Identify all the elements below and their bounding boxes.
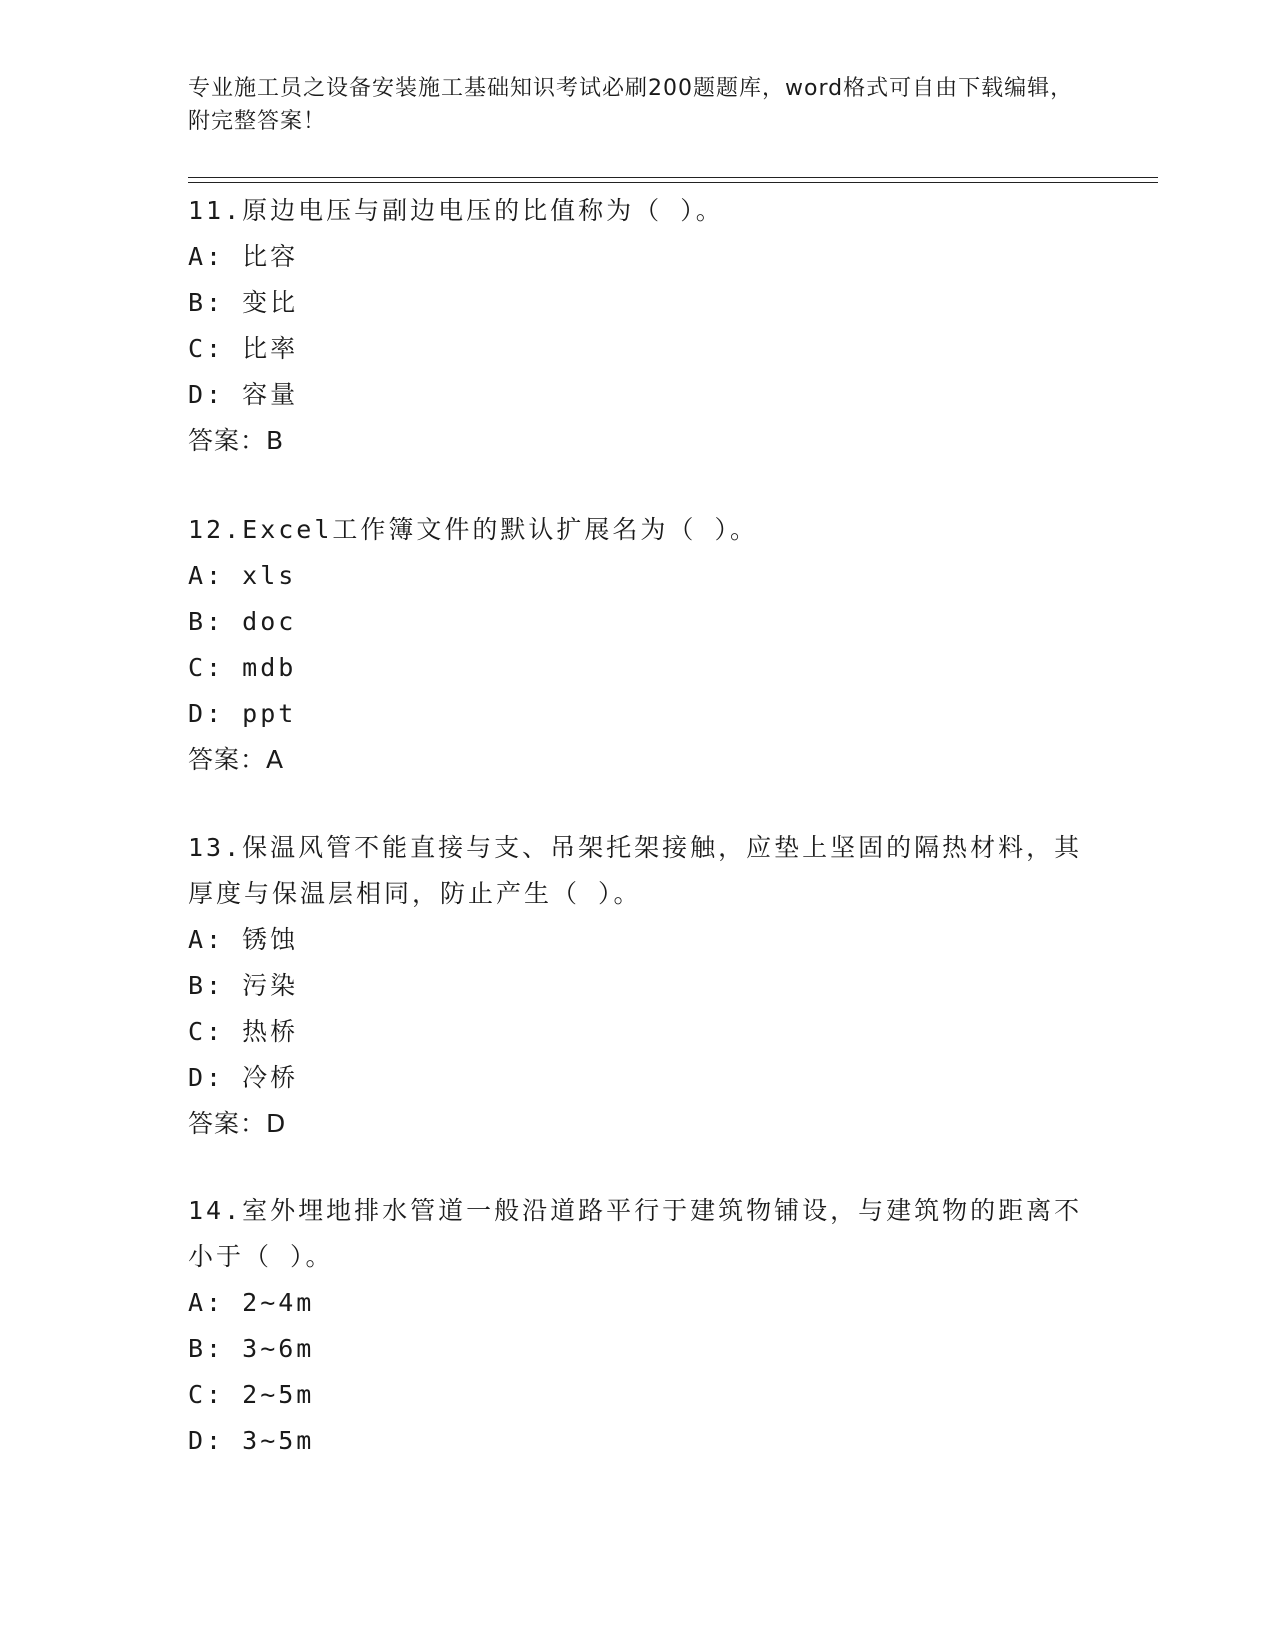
option-a: A: xls <box>188 561 297 590</box>
option-d: D: ppt <box>188 699 297 728</box>
option-a: A: 比容 <box>188 242 299 271</box>
question-13 <box>188 825 1088 1147</box>
header-divider-bottom <box>188 182 1158 183</box>
option-a: A: 2~4m <box>188 1288 315 1317</box>
question-12 <box>188 507 1088 783</box>
document-header: 专业施工员之设备安装施工基础知识考试必刷200题题库，word格式可自由下载编辑，附完整答案！ <box>188 76 1074 134</box>
option-c: C: mdb <box>188 653 297 682</box>
question-stem: 11.原边电压与副边电压的比值称为（ ）。 <box>188 196 724 225</box>
option-c: C: 2~5m <box>188 1380 315 1409</box>
question-11 <box>188 188 1088 464</box>
question-stem: 13.保温风管不能直接与支、吊架托架接触，应垫上坚固的隔热材料，其厚度与保温层相同，防止产生（ ）。 <box>188 833 1083 908</box>
answer: 答案：A <box>188 745 285 774</box>
option-b: B: 3~6m <box>188 1334 315 1363</box>
option-c: C: 热桥 <box>188 1017 299 1046</box>
question-stem: 12.Excel工作簿文件的默认扩展名为（ ）。 <box>188 515 758 544</box>
header-divider-top <box>188 177 1158 178</box>
option-b: B: doc <box>188 607 297 636</box>
answer: 答案：D <box>188 1109 287 1138</box>
answer: 答案：B <box>188 426 285 455</box>
question-stem: 14.室外埋地排水管道一般沿道路平行于建筑物铺设，与建筑物的距离不小于（ ）。 <box>188 1196 1083 1271</box>
option-d: D: 冷桥 <box>188 1063 299 1092</box>
option-c: C: 比率 <box>188 334 299 363</box>
option-b: B: 变比 <box>188 288 299 317</box>
option-d: D: 容量 <box>188 380 299 409</box>
question-14 <box>188 1188 1088 1464</box>
option-d: D: 3~5m <box>188 1426 315 1455</box>
option-a: A: 锈蚀 <box>188 925 299 954</box>
option-b: B: 污染 <box>188 971 299 1000</box>
